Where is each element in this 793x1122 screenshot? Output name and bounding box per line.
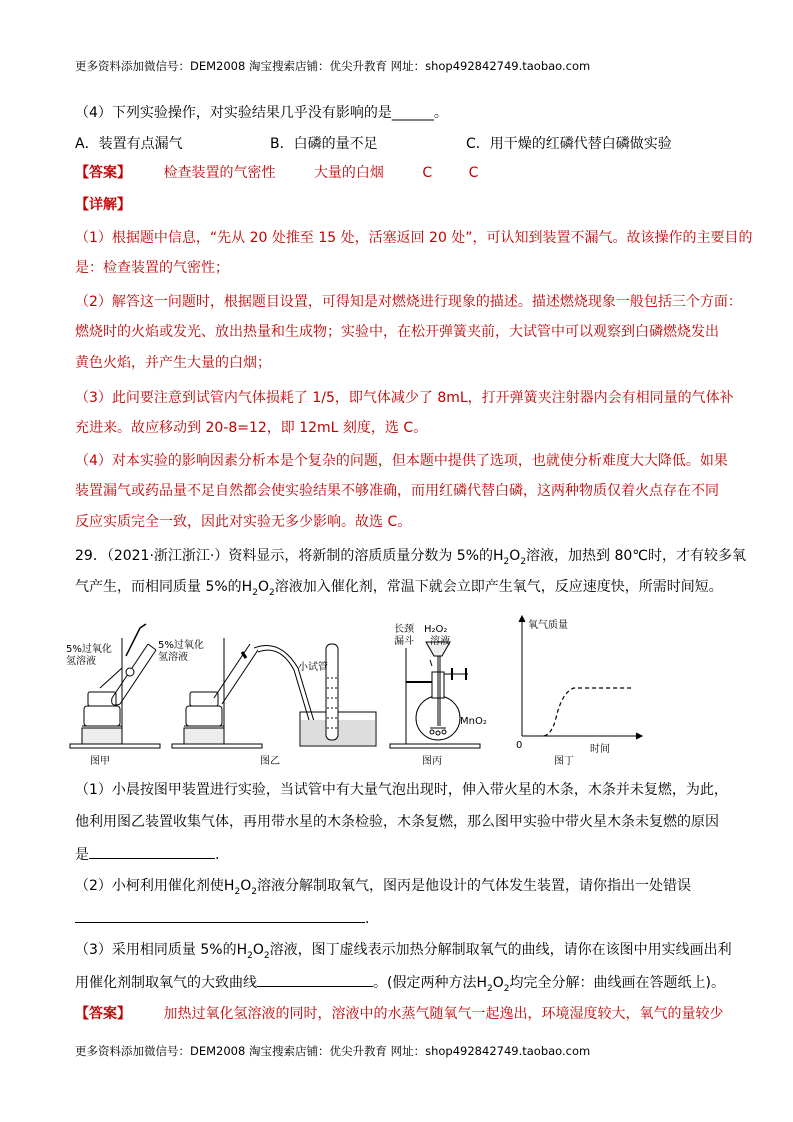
q4-option-c: C．用干燥的红磷代替白磷做实验 (466, 136, 672, 152)
fig-ding-x-label: 时间 (590, 744, 610, 755)
q29-text: （3）采用相同质量 5%的 (75, 942, 237, 958)
q29-text: 气产生，而相同质量 5%的 (75, 579, 242, 595)
caption-bing: 图丙 (422, 756, 442, 767)
q29-text: 。(假定两种方法 (373, 975, 477, 991)
q29-line-1 (75, 546, 746, 572)
q29-line-2 (75, 577, 723, 603)
detail-tag: 【详解】 (75, 197, 131, 213)
page-header: 更多资料添加微信号：DEM2008 淘宝搜索店铺：优尖升教育 网址：shop492842749.taobao.com (75, 59, 591, 73)
answer-text: 加热过氧化氢溶液的同时，溶液中的水蒸气随氧气一起逸出，环境湿度较大，氧气的量较少 (163, 1006, 724, 1022)
detail-line: 反应实质完全一致，因此对实验无多少影响。故选 C。 (75, 514, 412, 530)
answer-part-1: 检查装置的气密性 (163, 165, 276, 181)
answer-tag: 【答案】 (75, 165, 131, 181)
caption-ding: 图丁 (554, 756, 574, 767)
q29-text: （2）小柯利用催化剂使 (75, 878, 224, 894)
q29-text: . (215, 847, 220, 863)
fig-bing-mno2-label: MnO₂ (460, 716, 487, 727)
fig-bing-solution-label: 溶液 (430, 636, 450, 647)
figure-yi (172, 638, 376, 748)
q29-sub3-line-2 (75, 972, 725, 999)
q29-sub1-line-2: 他利用图乙装置收集气体，再用带水星的木条检验，木条复燃，那么图甲实验中带火星木条未复燃的原因 (75, 814, 719, 830)
answer-tag: 【答案】 (75, 1006, 131, 1022)
detail-line: （2）解答这一问题时，根据题目设置，可得知是对燃烧进行现象的描述。描述燃烧现象一般包括三个方面： (75, 294, 742, 310)
answer-part-3: C (422, 165, 433, 181)
page-footer: 更多资料添加微信号：DEM2008 淘宝搜索店铺：优尖升教育 网址：shop492842749.taobao.com (75, 1044, 591, 1058)
answer-row-2 (75, 1004, 723, 1024)
caption-yi: 图乙 (260, 756, 280, 767)
fig-yi-tube-label: 小试管 (298, 662, 328, 673)
fig-yi-label: 5%过氧化 (158, 640, 204, 651)
q29-text: 溶液分解制取氧气，图丙是他设计的气体发生装置，请你指出一处错误 (256, 878, 691, 894)
caption-jia: 图甲 (90, 756, 110, 767)
answer-blank-2[interactable] (75, 908, 365, 923)
fig-ding-y-label: 氧气质量 (528, 620, 568, 631)
q29-text: . (365, 911, 370, 927)
q29-sub2-line-2 (75, 908, 369, 929)
q4-option-b: B．白磷的量不足 (270, 136, 378, 152)
formula-h2o2: $H_2O_2$ (241, 579, 275, 598)
fig-bing-funnel-label: 漏斗 (394, 636, 414, 647)
q29-text: 溶液，加热到 80℃时，才有较多氧 (526, 548, 747, 564)
detail-line: 黄色火焰，并产生大量的白烟； (75, 355, 271, 371)
q29-text: 均完全分解：曲线画在答题纸上)。 (509, 975, 725, 991)
q29-text: 溶液，图丁虚线表示加热分解制取氧气的曲线，请你在该图中用实线画出利 (269, 942, 732, 958)
detail-line: 燃烧时的火焰或发光、放出热量和生成物；实验中，在松开弹簧夹前，大试管中可以观察到白磷燃烧发出 (75, 324, 719, 340)
answer-part-2: 大量的白烟 (313, 165, 384, 181)
answer-blank-3[interactable] (257, 972, 373, 987)
answer-row (75, 163, 478, 183)
formula-h2o2: $H_2O_2$ (223, 878, 257, 897)
q4-option-a: A．装置有点漏气 (75, 136, 183, 152)
detail-line: 装置漏气或药品量不足自然都会使实验结果不够准确，而用红磷代替白磷，这两种物质仅着火点存在不同 (75, 483, 719, 499)
answer-part-4: C (468, 165, 479, 181)
q29-text: 是 (75, 847, 89, 863)
q29-sub2-line-1 (75, 876, 691, 902)
q29-text: 溶液加入催化剂，常温下就会立即产生氧气，反应速度快，所需时间短。 (274, 579, 723, 595)
q29-text: 29．（2021·浙江浙江·）资料显示，将新制的溶质质量分数为 5%的 (75, 548, 494, 564)
formula-h2o2: $H_2O_2$ (236, 942, 270, 961)
fig-bing-h2o2-label: H₂O₂ (424, 624, 448, 635)
answer-blank-1[interactable] (89, 844, 215, 859)
detail-line: 是：检查装置的气密性； (75, 260, 229, 276)
q29-sub1-line-1: （1）小晨按图甲装置进行实验，当试管中有大量气泡出现时，伸入带火星的木条，木条并未复燃，为此， (75, 782, 728, 798)
fig-yi-label: 氢溶液 (158, 652, 188, 663)
fig-jia-label: 5%过氧化 (66, 644, 112, 655)
fig-bing-funnel-label: 长颈 (394, 624, 414, 635)
q29-sub3-line-1 (75, 940, 732, 966)
detail-line: （3）此问要注意到试管内气体损耗了 1/5，即气体减少了 8mL，打开弹簧夹注射器内会有相同量的气体补 (75, 390, 734, 406)
figure-jia (70, 624, 160, 748)
figure-ding (519, 616, 642, 739)
fig-ding-origin: 0 (516, 740, 523, 751)
q29-text: 用催化剂制取氧气的大致曲线 (75, 975, 257, 991)
detail-line: 充进来。故应移动到 20-8=12，即 12mL 刻度，选 C。 (75, 420, 428, 436)
q29-sub1-line-3 (75, 844, 219, 865)
detail-line: （1）根据题中信息，“先从 20 处推至 15 处，活塞返回 20 处”，可认知到装置不漏气。故该操作的主要目的 (75, 230, 753, 246)
detail-line: （4）对本实验的影响因素分析本是个复杂的问题，但本题中提供了选项，也就使分析难度大大降低。如果 (75, 453, 728, 469)
formula-h2o2: $H_2O_2$ (476, 975, 510, 994)
experiment-figures (60, 608, 740, 768)
formula-h2o2: $H_2O_2$ (493, 548, 527, 567)
q4-stem: （4）下列实验操作，对实验结果几乎没有影响的是______。 (75, 105, 448, 121)
fig-jia-label: 氢溶液 (66, 656, 96, 667)
figure-bing (390, 642, 480, 748)
